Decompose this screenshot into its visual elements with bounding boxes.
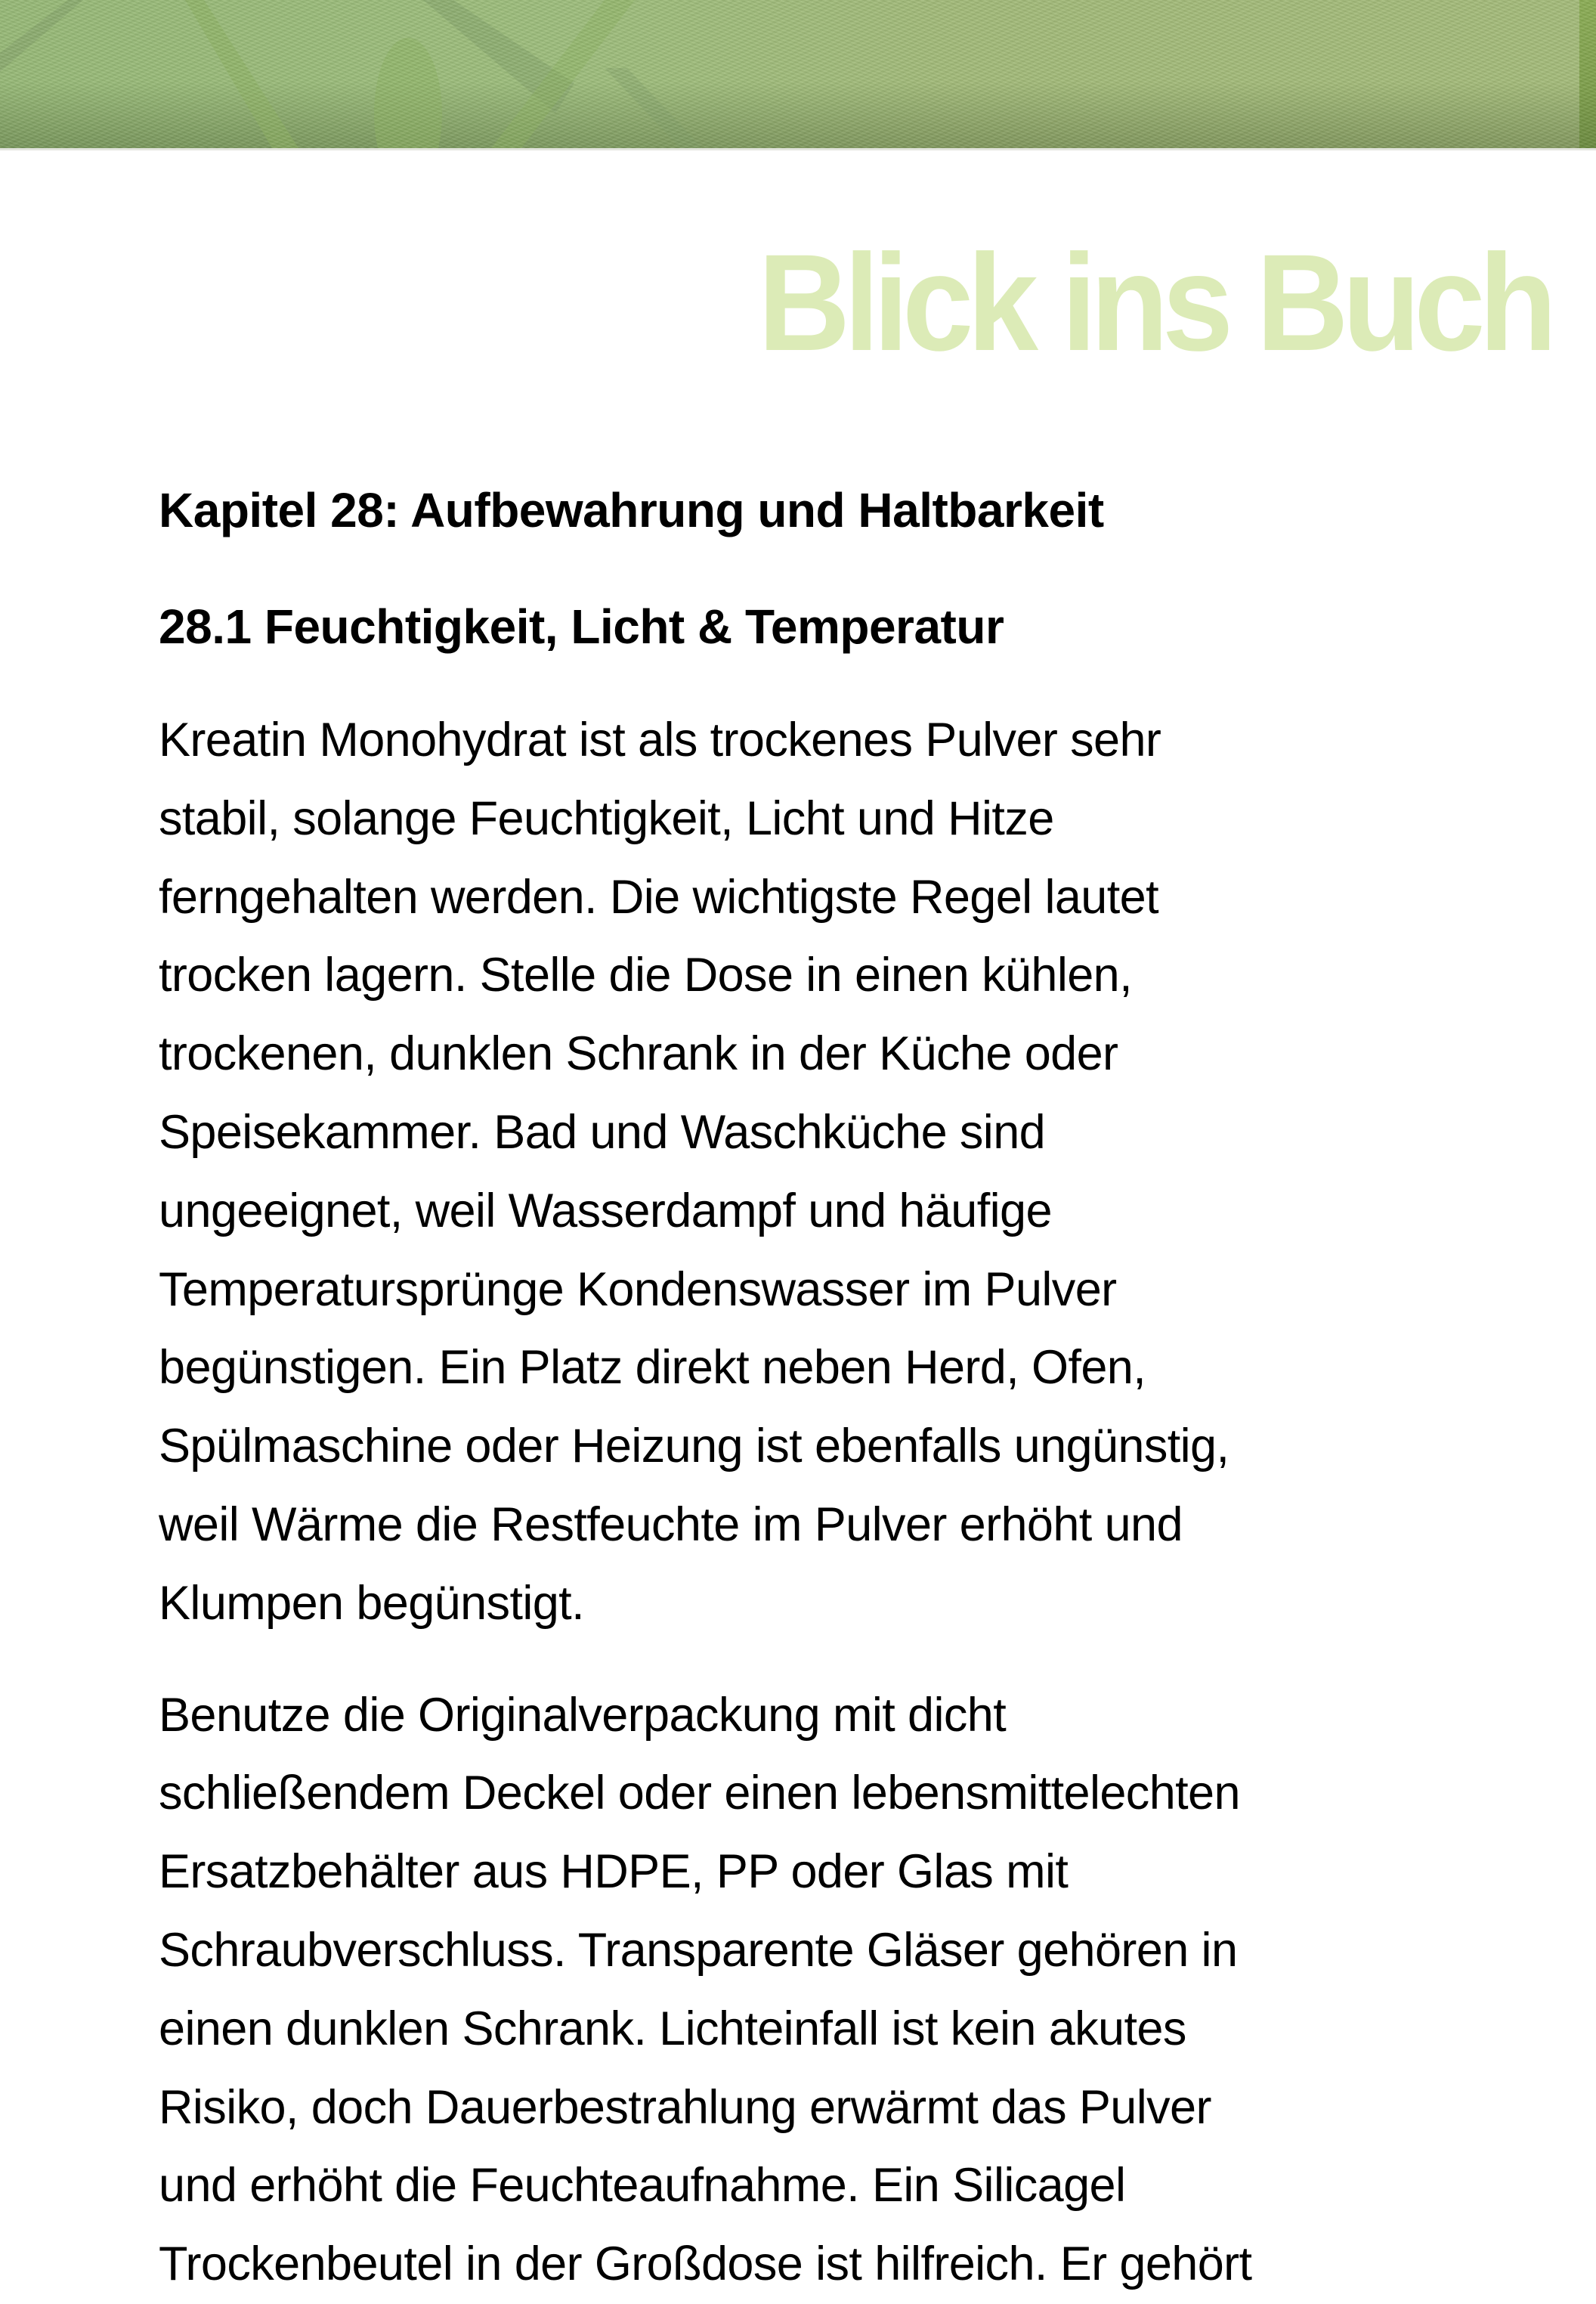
text-line: weil Wärme die Restfeuchte im Pulver erhöht und [159, 1497, 1183, 1551]
paragraph-2 [159, 1677, 1458, 2304]
text-line: Temperatursprünge Kondenswasser im Pulver [159, 1262, 1117, 1316]
header-banner [0, 0, 1596, 148]
text-line: schließendem Deckel oder einen lebensmittelechten [159, 1767, 1240, 1820]
page-title: Blick ins Buch [757, 225, 1551, 379]
text-line: Schraubverschluss. Transparente Gläser gehören in [159, 1923, 1238, 1977]
chapter-title: Kapitel 28: Aufbewahrung und Haltbarkeit [159, 483, 1104, 537]
text-line: Trockenbeutel in der Großdose ist hilfreich. Er gehört [159, 2237, 1252, 2291]
text-line: Risiko, doch Dauerbestrahlung erwärmt das Pulver [159, 2080, 1211, 2134]
text-line: ferngehalten werden. Die wichtigste Regel lautet [159, 870, 1158, 924]
text-line: einen dunklen Schrank. Lichteinfall ist kein akutes [159, 2002, 1186, 2055]
paragraph-1 [159, 701, 1458, 1643]
section-title: 28.1 Feuchtigkeit, Licht & Temperatur [159, 599, 1004, 654]
text-line: Kreatin Monohydrat ist als trockenes Pulver sehr [159, 714, 1161, 766]
banner-divider [0, 148, 1596, 150]
text-line: stabil, solange Feuchtigkeit, Licht und Hitze [159, 791, 1054, 845]
book-excerpt [159, 469, 1458, 2304]
leaf-pattern-decoration [0, 0, 1596, 148]
banner-edge-strip [1579, 0, 1596, 148]
text-line: trockenen, dunklen Schrank in der Küche oder [159, 1027, 1118, 1081]
text-line: Spülmaschine oder Heizung ist ebenfalls ungünstig, [159, 1420, 1229, 1473]
text-line: trocken lagern. Stelle die Dose in einen kühlen, [159, 949, 1133, 1002]
text-line: und erhöht die Feuchteaufnahme. Ein Silicagel [159, 2159, 1126, 2213]
text-line: Benutze die Originalverpackung mit dicht [159, 1688, 1007, 1742]
text-line: ungeeignet, weil Wasserdampf und häufige [159, 1184, 1052, 1237]
text-line: Ersatzbehälter aus HDPE, PP oder Glas mit [159, 1845, 1069, 1899]
text-line: Speisekammer. Bad und Waschküche sind [159, 1105, 1046, 1159]
text-line: begünstigen. Ein Platz direkt neben Herd, Ofen, [159, 1341, 1146, 1395]
text-line: Klumpen begünstigt. [159, 1576, 584, 1630]
